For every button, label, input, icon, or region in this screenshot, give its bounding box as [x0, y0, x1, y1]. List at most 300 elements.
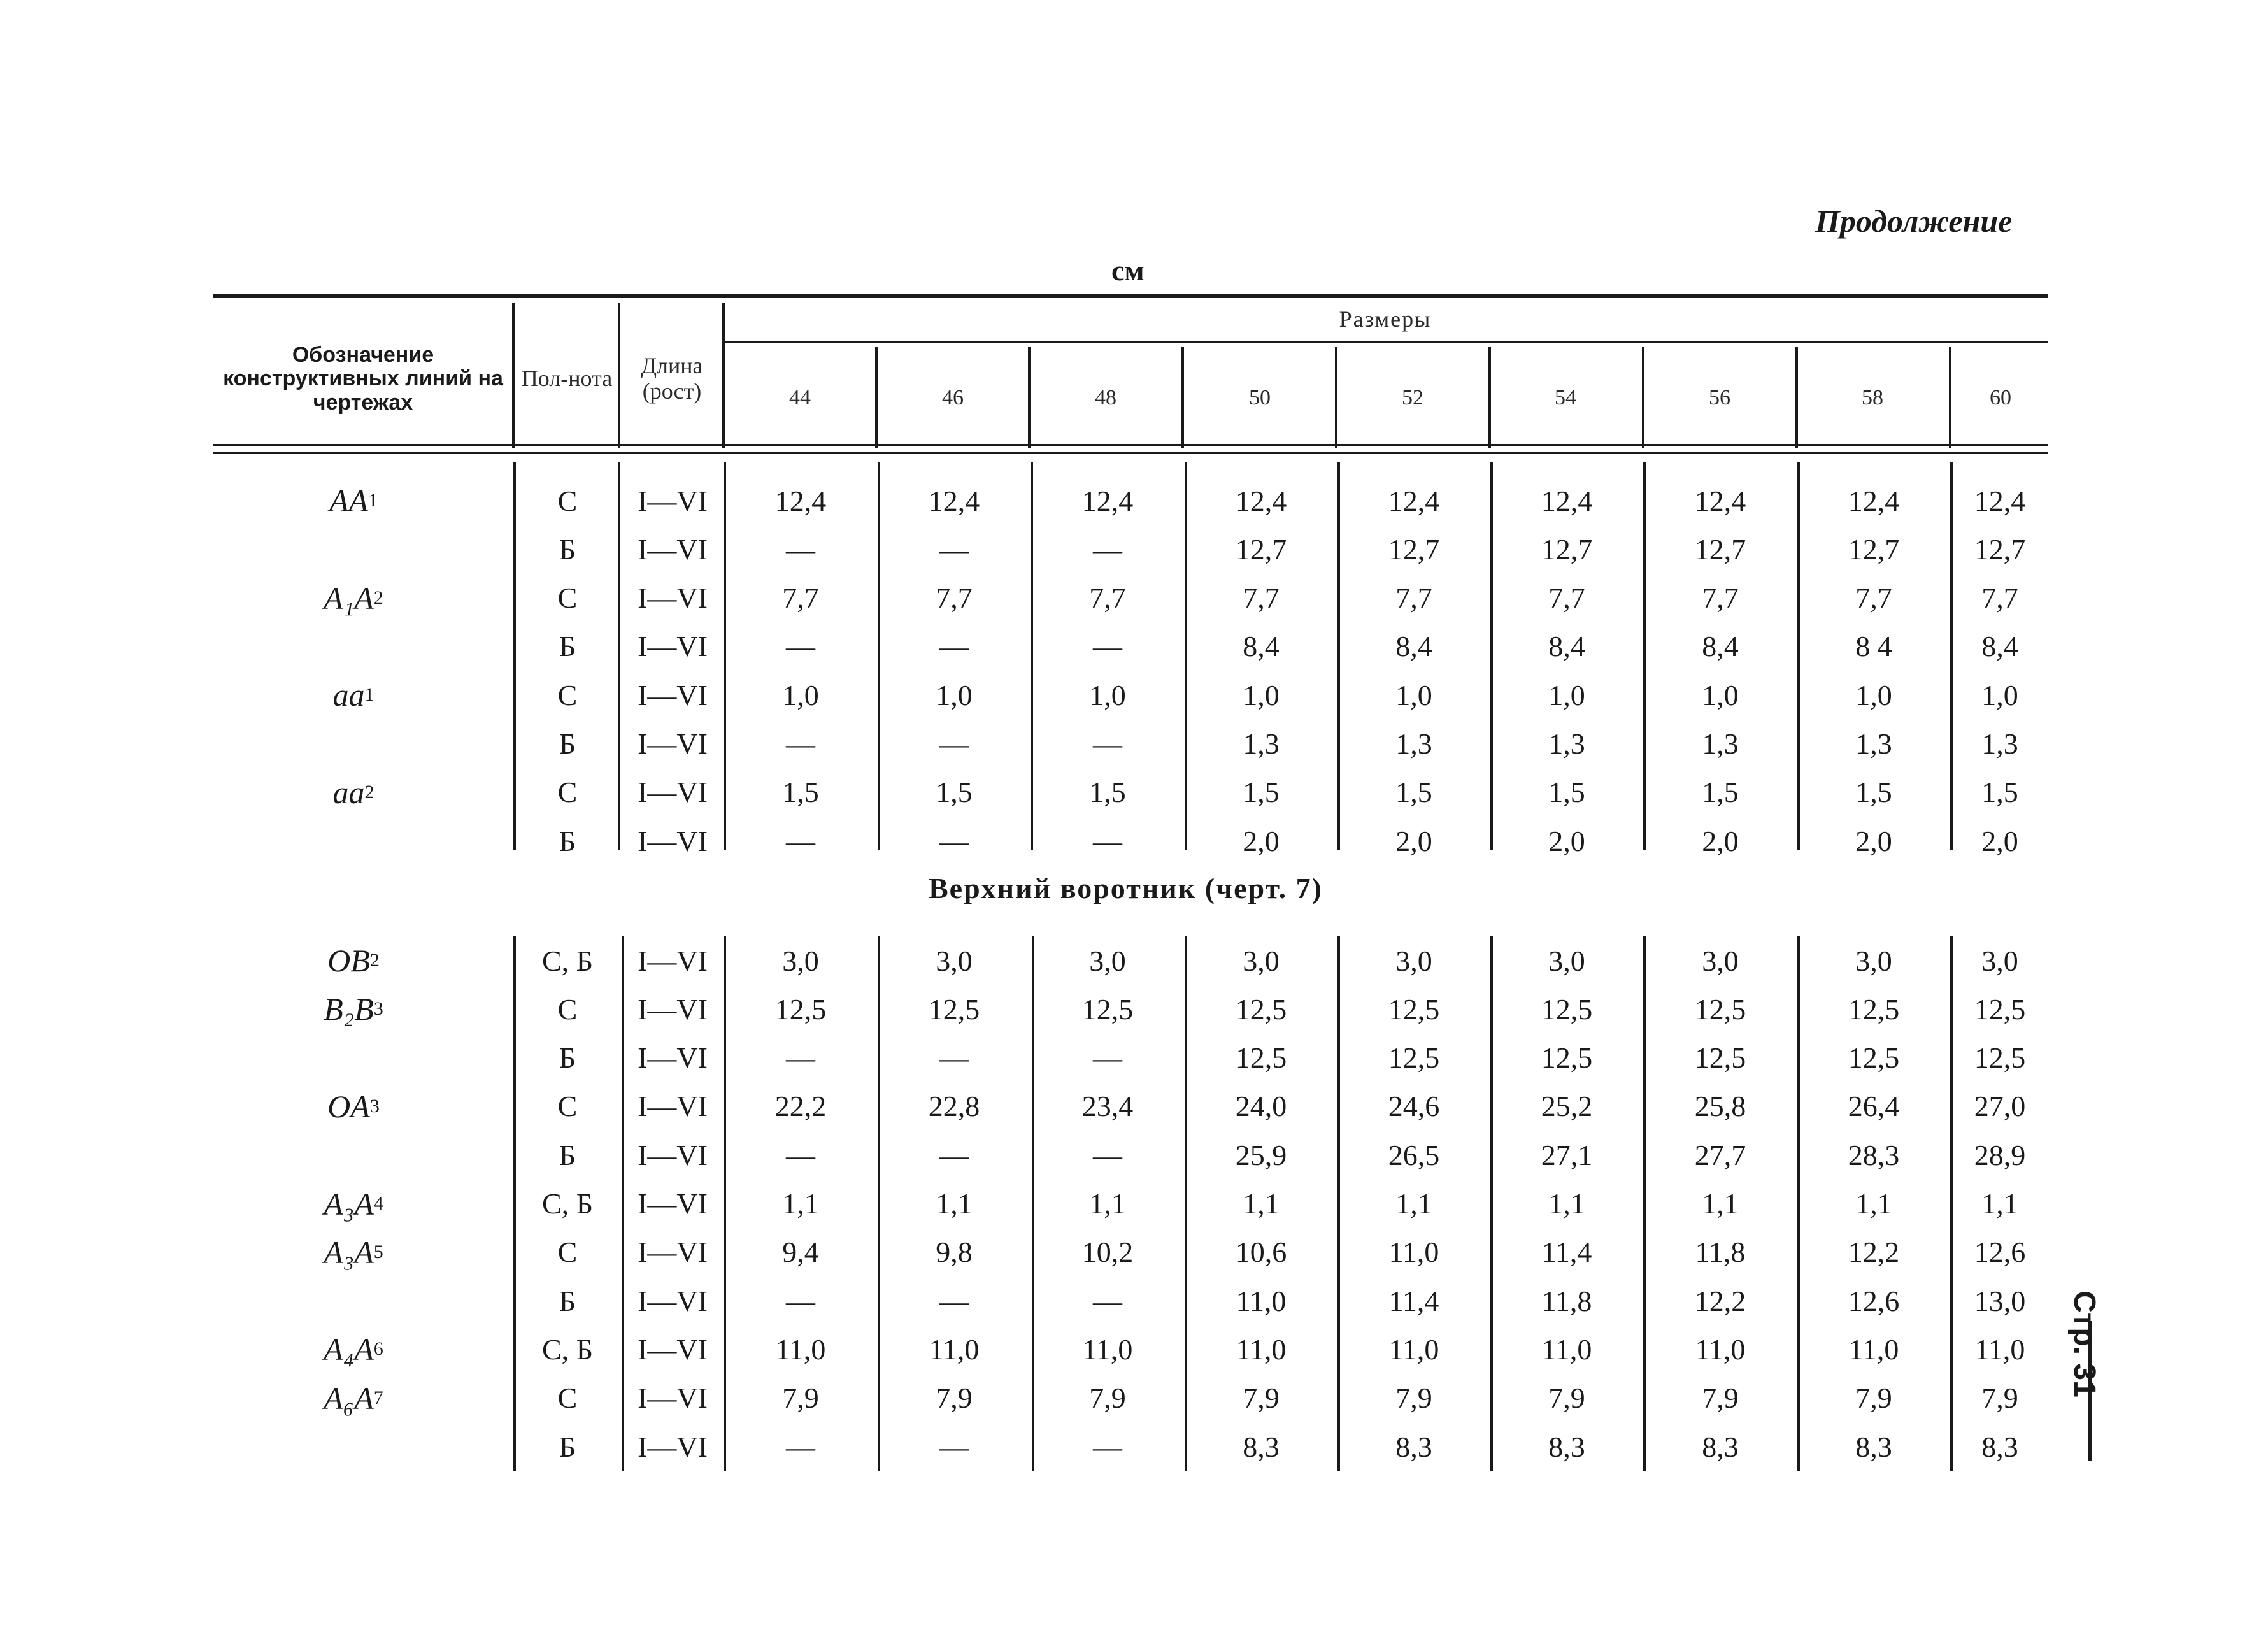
row-length: I—VI: [638, 1236, 708, 1269]
row-designation-subscript: 4: [373, 1192, 383, 1214]
row-value-size-50: 11,0: [1236, 1284, 1287, 1317]
row-value-size-56: 7,9: [1702, 1382, 1739, 1415]
row-value-size-60: 7,9: [1981, 1382, 2018, 1415]
row-value-size-50: 1,5: [1243, 776, 1280, 809]
row-value-size-44: —: [786, 1430, 815, 1463]
row-value-size-52: 24,6: [1388, 1090, 1440, 1123]
row-value-size-48: —: [1093, 1284, 1122, 1317]
row-designation-text: B₂B: [324, 991, 374, 1027]
continuation-label: Продолжение: [1815, 203, 2013, 239]
table-row: [0, 1034, 2268, 1082]
row-value-size-60: 12,6: [1974, 1236, 2026, 1269]
row-value-size-54: 12,5: [1541, 992, 1593, 1026]
row-value-size-48: —: [1093, 1138, 1122, 1171]
row-length: I—VI: [638, 582, 708, 615]
row-value-size-48: —: [1093, 630, 1122, 663]
row-value-size-44: 7,9: [782, 1382, 819, 1415]
row-value-size-46: 1,0: [936, 678, 973, 711]
row-value-size-46: —: [939, 1430, 969, 1463]
header-vline-1: [512, 303, 515, 448]
row-value-size-56: 8,3: [1702, 1430, 1739, 1463]
row-value-size-54: 25,2: [1541, 1090, 1593, 1123]
row-length: I—VI: [638, 630, 708, 663]
row-value-size-56: 2,0: [1702, 824, 1739, 857]
row-value-size-52: 3,0: [1395, 944, 1432, 977]
row-length: I—VI: [638, 1187, 708, 1220]
row-designation-text: A₆A: [324, 1380, 374, 1416]
table-row: [0, 817, 2268, 865]
row-value-size-56: 11,0: [1695, 1333, 1746, 1366]
page-number-label: Стр. 31: [2067, 1290, 2101, 1398]
row-value-size-44: 11,0: [775, 1333, 826, 1366]
header-vline-4: [875, 347, 878, 448]
row-designation: [280, 525, 427, 573]
row-designation-text: A₁A: [324, 580, 374, 616]
row-value-size-50: 11,0: [1236, 1333, 1287, 1366]
row-fullness: Б: [559, 533, 576, 566]
row-designation-subscript: 1: [368, 490, 378, 511]
row-value-size-56: 27,7: [1694, 1138, 1746, 1171]
row-designation: [280, 1276, 427, 1325]
row-value-size-58: 1,5: [1855, 776, 1892, 809]
row-designation: [280, 720, 427, 768]
row-value-size-46: 22,8: [928, 1090, 980, 1123]
row-value-size-56: 1,0: [1702, 678, 1739, 711]
table-row: [0, 525, 2268, 573]
row-value-size-48: 11,0: [1082, 1333, 1133, 1366]
row-fullness: С: [557, 484, 578, 517]
header-vline-3: [722, 303, 725, 448]
row-value-size-48: —: [1093, 533, 1122, 566]
row-value-size-46: —: [939, 630, 969, 663]
row-value-size-60: 27,0: [1974, 1090, 2026, 1123]
row-length: I—VI: [638, 992, 708, 1026]
row-value-size-60: 1,5: [1981, 776, 2018, 809]
row-designation-text: A₃A: [324, 1185, 374, 1222]
row-value-size-56: 1,3: [1702, 727, 1739, 760]
row-designation: [280, 1082, 427, 1131]
row-value-size-50: 1,1: [1243, 1187, 1280, 1220]
row-value-size-60: 8,4: [1981, 630, 2018, 663]
table-row: [0, 1276, 2268, 1325]
row-value-size-44: 1,5: [782, 776, 819, 809]
row-value-size-60: 12,5: [1974, 1041, 2026, 1075]
row-value-size-50: 25,9: [1235, 1138, 1287, 1171]
row-value-size-44: —: [786, 630, 815, 663]
table-row: [0, 985, 2268, 1033]
header-sizes-title: Размеры: [1339, 306, 1432, 332]
row-value-size-54: 3,0: [1548, 944, 1585, 977]
row-value-size-56: 25,8: [1694, 1090, 1746, 1123]
row-designation: [280, 476, 427, 525]
row-value-size-58: 1,3: [1855, 727, 1892, 760]
row-value-size-46: —: [939, 824, 969, 857]
row-value-size-54: 1,1: [1548, 1187, 1585, 1220]
row-value-size-58: 8,3: [1855, 1430, 1892, 1463]
row-value-size-58: 1,1: [1855, 1187, 1892, 1220]
row-value-size-50: 8,3: [1243, 1430, 1280, 1463]
row-length: I—VI: [638, 824, 708, 857]
row-value-size-56: 8,4: [1702, 630, 1739, 663]
row-designation: [280, 1325, 427, 1373]
header-vline-9: [1642, 347, 1644, 448]
table-row: [0, 1228, 2268, 1276]
row-value-size-58: 12,6: [1848, 1284, 1900, 1317]
row-value-size-58: 7,7: [1855, 582, 1892, 615]
row-value-size-48: 7,7: [1089, 582, 1126, 615]
header-vline-5: [1028, 347, 1031, 448]
row-value-size-54: 12,4: [1541, 484, 1593, 517]
row-value-size-46: 9,8: [936, 1236, 973, 1269]
row-fullness: Б: [559, 1138, 576, 1171]
row-length: I—VI: [638, 1333, 708, 1366]
row-designation-subscript: 5: [373, 1241, 383, 1262]
row-value-size-46: 7,9: [936, 1382, 973, 1415]
table-row: [0, 768, 2268, 817]
row-value-size-48: 12,4: [1081, 484, 1134, 517]
row-designation: [280, 936, 427, 985]
row-value-size-60: 12,4: [1974, 484, 2026, 517]
row-designation: [280, 622, 427, 671]
row-designation: [280, 1374, 427, 1422]
row-value-size-44: 3,0: [782, 944, 819, 977]
row-length: I—VI: [638, 1090, 708, 1123]
table-row: [0, 476, 2268, 525]
row-value-size-46: 1,5: [936, 776, 973, 809]
header-size-56: 56: [1709, 386, 1730, 410]
row-value-size-58: 12,5: [1848, 992, 1900, 1026]
row-value-size-58: 2,0: [1855, 824, 1892, 857]
table-row: [0, 1180, 2268, 1228]
row-designation-subscript: 2: [373, 587, 383, 608]
row-value-size-46: 7,7: [936, 582, 973, 615]
row-designation: [280, 817, 427, 865]
row-value-size-50: 12,4: [1235, 484, 1287, 517]
row-value-size-60: 3,0: [1981, 944, 2018, 977]
row-value-size-44: 12,5: [774, 992, 827, 1026]
row-value-size-52: 12,4: [1388, 484, 1440, 517]
row-value-size-50: 12,5: [1235, 992, 1287, 1026]
row-value-size-44: 1,0: [782, 678, 819, 711]
header-vline-6: [1181, 347, 1184, 448]
row-value-size-58: 12,4: [1848, 484, 1900, 517]
row-value-size-50: 12,7: [1235, 533, 1287, 566]
row-value-size-52: 11,0: [1388, 1236, 1439, 1269]
row-length: I—VI: [638, 1284, 708, 1317]
row-fullness: С, Б: [541, 1333, 594, 1366]
row-value-size-54: 7,7: [1548, 582, 1585, 615]
header-size-54: 54: [1555, 386, 1576, 410]
row-designation-text: A₃A: [324, 1234, 374, 1270]
row-value-size-58: 1,0: [1855, 678, 1892, 711]
row-value-size-48: 3,0: [1089, 944, 1126, 977]
row-value-size-46: —: [939, 1138, 969, 1171]
row-designation: [280, 768, 427, 817]
row-value-size-46: 12,5: [928, 992, 980, 1026]
row-value-size-44: 7,7: [782, 582, 819, 615]
row-value-size-52: 1,3: [1395, 727, 1432, 760]
row-designation-text: A₄A: [324, 1331, 374, 1368]
row-fullness: С: [557, 1382, 578, 1415]
header-designation: Обозначение конструктивных линий на чертежах: [223, 342, 503, 415]
row-value-size-46: —: [939, 1041, 969, 1075]
row-value-size-58: 3,0: [1855, 944, 1892, 977]
row-value-size-48: —: [1093, 1430, 1122, 1463]
row-value-size-52: 1,1: [1395, 1187, 1432, 1220]
row-length: I—VI: [638, 1138, 708, 1171]
row-fullness: С: [557, 1090, 578, 1123]
row-value-size-44: 9,4: [782, 1236, 819, 1269]
row-value-size-56: 1,5: [1702, 776, 1739, 809]
header-size-44: 44: [789, 386, 811, 410]
row-value-size-46: —: [939, 1284, 969, 1317]
row-value-size-56: 11,8: [1695, 1236, 1746, 1269]
row-value-size-56: 12,4: [1694, 484, 1746, 517]
table-row: [0, 671, 2268, 719]
row-length: I—VI: [638, 1041, 708, 1075]
table-row: [0, 1422, 2268, 1471]
row-value-size-52: 1,5: [1395, 776, 1432, 809]
row-value-size-56: 3,0: [1702, 944, 1739, 977]
row-designation-text: aa: [332, 774, 365, 810]
row-value-size-56: 12,5: [1694, 992, 1746, 1026]
row-designation-subscript: 7: [373, 1387, 383, 1408]
row-value-size-52: 11,0: [1388, 1333, 1439, 1366]
header-size-46: 46: [942, 386, 964, 410]
row-designation: [280, 1131, 427, 1179]
row-value-size-50: 12,5: [1235, 1041, 1287, 1075]
row-value-size-44: 22,2: [774, 1090, 827, 1123]
row-designation: [280, 1180, 427, 1228]
row-value-size-48: —: [1093, 727, 1122, 760]
row-value-size-48: 10,2: [1081, 1236, 1134, 1269]
row-value-size-44: 12,4: [774, 484, 827, 517]
row-value-size-54: 1,5: [1548, 776, 1585, 809]
row-value-size-54: 12,7: [1541, 533, 1593, 566]
row-value-size-60: 13,0: [1974, 1284, 2026, 1317]
row-value-size-52: 26,5: [1388, 1138, 1440, 1171]
row-value-size-50: 1,0: [1243, 678, 1280, 711]
row-value-size-46: 1,1: [936, 1187, 973, 1220]
row-value-size-44: —: [786, 824, 815, 857]
header-size-48: 48: [1095, 386, 1116, 410]
row-fullness: С, Б: [541, 944, 594, 977]
row-value-size-52: 8,4: [1395, 630, 1432, 663]
row-value-size-44: —: [786, 1041, 815, 1075]
row-value-size-58: 28,3: [1848, 1138, 1900, 1171]
row-value-size-54: 1,3: [1548, 727, 1585, 760]
row-length: I—VI: [638, 1430, 708, 1463]
row-value-size-54: 8,4: [1548, 630, 1585, 663]
header-vline-10: [1795, 347, 1798, 448]
row-value-size-46: 3,0: [936, 944, 973, 977]
table-row: [0, 1374, 2268, 1422]
row-fullness: С: [557, 776, 578, 809]
row-value-size-54: 8,3: [1548, 1430, 1585, 1463]
header-size-52: 52: [1402, 386, 1423, 410]
row-designation-text: aa: [332, 677, 365, 713]
row-designation-subscript: 1: [364, 684, 374, 706]
row-value-size-56: 1,1: [1702, 1187, 1739, 1220]
header-vline-7: [1335, 347, 1337, 448]
row-value-size-48: —: [1093, 824, 1122, 857]
row-value-size-56: 12,7: [1694, 533, 1746, 566]
row-value-size-44: 1,1: [782, 1187, 819, 1220]
table-row: [0, 622, 2268, 671]
header-bottom-rule-1: [213, 444, 2048, 446]
row-value-size-60: 12,5: [1974, 992, 2026, 1026]
row-value-size-56: 12,2: [1694, 1284, 1746, 1317]
row-value-size-46: 12,4: [928, 484, 980, 517]
header-fullness: Пол-нота: [521, 366, 613, 392]
row-designation-subscript: 3: [373, 998, 383, 1020]
row-length: I—VI: [638, 533, 708, 566]
row-designation-text: OB: [327, 943, 370, 978]
row-designation-text: AA: [329, 483, 369, 518]
row-value-size-60: 1,1: [1981, 1187, 2018, 1220]
row-value-size-54: 12,5: [1541, 1041, 1593, 1075]
table-row: [0, 936, 2268, 985]
row-value-size-50: 8,4: [1243, 630, 1280, 663]
row-value-size-56: 7,7: [1702, 582, 1739, 615]
row-value-size-50: 10,6: [1235, 1236, 1287, 1269]
row-value-size-48: 23,4: [1081, 1090, 1134, 1123]
row-value-size-46: —: [939, 533, 969, 566]
table-top-rule: [213, 294, 2048, 298]
row-value-size-58: 26,4: [1848, 1090, 1900, 1123]
row-value-size-58: 8 4: [1855, 630, 1892, 663]
row-fullness: С: [557, 678, 578, 711]
row-value-size-60: 2,0: [1981, 824, 2018, 857]
row-value-size-50: 3,0: [1243, 944, 1280, 977]
section-title-upper-collar: Верхний воротник (черт. 7): [929, 872, 1323, 904]
row-value-size-48: —: [1093, 1041, 1122, 1075]
row-value-size-60: 28,9: [1974, 1138, 2026, 1171]
row-value-size-54: 1,0: [1548, 678, 1585, 711]
row-value-size-44: —: [786, 1284, 815, 1317]
row-length: I—VI: [638, 776, 708, 809]
row-value-size-52: 11,4: [1388, 1284, 1439, 1317]
row-value-size-48: 12,5: [1081, 992, 1134, 1026]
row-value-size-52: 7,9: [1395, 1382, 1432, 1415]
row-fullness: С, Б: [541, 1187, 594, 1220]
row-designation: [280, 574, 427, 622]
row-length: I—VI: [638, 484, 708, 517]
table-row: [0, 574, 2268, 622]
table-row: [0, 1082, 2268, 1131]
row-value-size-48: 1,1: [1089, 1187, 1126, 1220]
row-fullness: Б: [559, 824, 576, 857]
table-row: [0, 1325, 2268, 1373]
row-value-size-48: 1,5: [1089, 776, 1126, 809]
row-value-size-52: 2,0: [1395, 824, 1432, 857]
row-fullness: Б: [559, 1284, 576, 1317]
row-value-size-52: 1,0: [1395, 678, 1432, 711]
header-size-58: 58: [1862, 386, 1883, 410]
row-value-size-50: 7,9: [1243, 1382, 1280, 1415]
row-designation: [280, 1228, 427, 1276]
row-length: I—VI: [638, 678, 708, 711]
row-value-size-58: 12,2: [1848, 1236, 1900, 1269]
sizes-title-rule: [724, 341, 2048, 343]
header-vline-2: [618, 303, 620, 448]
row-designation-text: OA: [327, 1088, 370, 1124]
row-value-size-58: 12,5: [1848, 1041, 1900, 1075]
row-designation-subscript: 3: [369, 1095, 380, 1117]
row-value-size-58: 7,9: [1855, 1382, 1892, 1415]
row-value-size-50: 1,3: [1243, 727, 1280, 760]
row-length: I—VI: [638, 1382, 708, 1415]
row-value-size-52: 12,5: [1388, 992, 1440, 1026]
row-fullness: Б: [559, 630, 576, 663]
row-value-size-50: 24,0: [1235, 1090, 1287, 1123]
row-value-size-44: —: [786, 727, 815, 760]
row-value-size-50: 2,0: [1243, 824, 1280, 857]
row-value-size-44: —: [786, 1138, 815, 1171]
row-value-size-46: 11,0: [929, 1333, 980, 1366]
row-value-size-52: 12,5: [1388, 1041, 1440, 1075]
row-fullness: Б: [559, 727, 576, 760]
row-length: I—VI: [638, 944, 708, 977]
row-length: I—VI: [638, 727, 708, 760]
row-value-size-48: 1,0: [1089, 678, 1126, 711]
row-value-size-60: 1,0: [1981, 678, 2018, 711]
row-value-size-60: 8,3: [1981, 1430, 2018, 1463]
row-designation: [280, 985, 427, 1033]
row-value-size-54: 27,1: [1541, 1138, 1593, 1171]
row-value-size-54: 11,4: [1541, 1236, 1592, 1269]
row-value-size-54: 7,9: [1548, 1382, 1585, 1415]
row-value-size-58: 12,7: [1848, 533, 1900, 566]
row-value-size-52: 8,3: [1395, 1430, 1432, 1463]
row-value-size-60: 1,3: [1981, 727, 2018, 760]
row-designation-subscript: 2: [369, 950, 380, 971]
header-vline-11: [1949, 347, 1951, 448]
row-fullness: С: [557, 1236, 578, 1269]
row-fullness: С: [557, 992, 578, 1026]
row-fullness: С: [557, 582, 578, 615]
table-row: [0, 720, 2268, 768]
row-fullness: Б: [559, 1041, 576, 1075]
row-value-size-54: 11,8: [1541, 1284, 1592, 1317]
row-value-size-58: 11,0: [1848, 1333, 1899, 1366]
header-size-60: 60: [1990, 386, 2011, 410]
row-value-size-54: 2,0: [1548, 824, 1585, 857]
row-value-size-52: 7,7: [1395, 582, 1432, 615]
row-designation-subscript: 2: [364, 781, 374, 803]
row-designation: [280, 671, 427, 719]
row-value-size-60: 11,0: [1974, 1333, 2025, 1366]
unit-label: см: [1111, 254, 1145, 287]
row-value-size-56: 12,5: [1694, 1041, 1746, 1075]
row-designation-subscript: 6: [373, 1338, 383, 1360]
row-value-size-46: —: [939, 727, 969, 760]
row-value-size-54: 11,0: [1541, 1333, 1592, 1366]
row-designation: [280, 1034, 427, 1082]
header-size-50: 50: [1249, 386, 1271, 410]
row-value-size-52: 12,7: [1388, 533, 1440, 566]
row-value-size-44: —: [786, 533, 815, 566]
row-designation: [280, 1422, 427, 1471]
table-row: [0, 1131, 2268, 1179]
row-fullness: Б: [559, 1430, 576, 1463]
row-value-size-50: 7,7: [1243, 582, 1280, 615]
header-vline-8: [1488, 347, 1491, 448]
row-value-size-48: 7,9: [1089, 1382, 1126, 1415]
row-value-size-60: 12,7: [1974, 533, 2026, 566]
row-value-size-60: 7,7: [1981, 582, 2018, 615]
header-bottom-rule-2: [213, 452, 2048, 454]
